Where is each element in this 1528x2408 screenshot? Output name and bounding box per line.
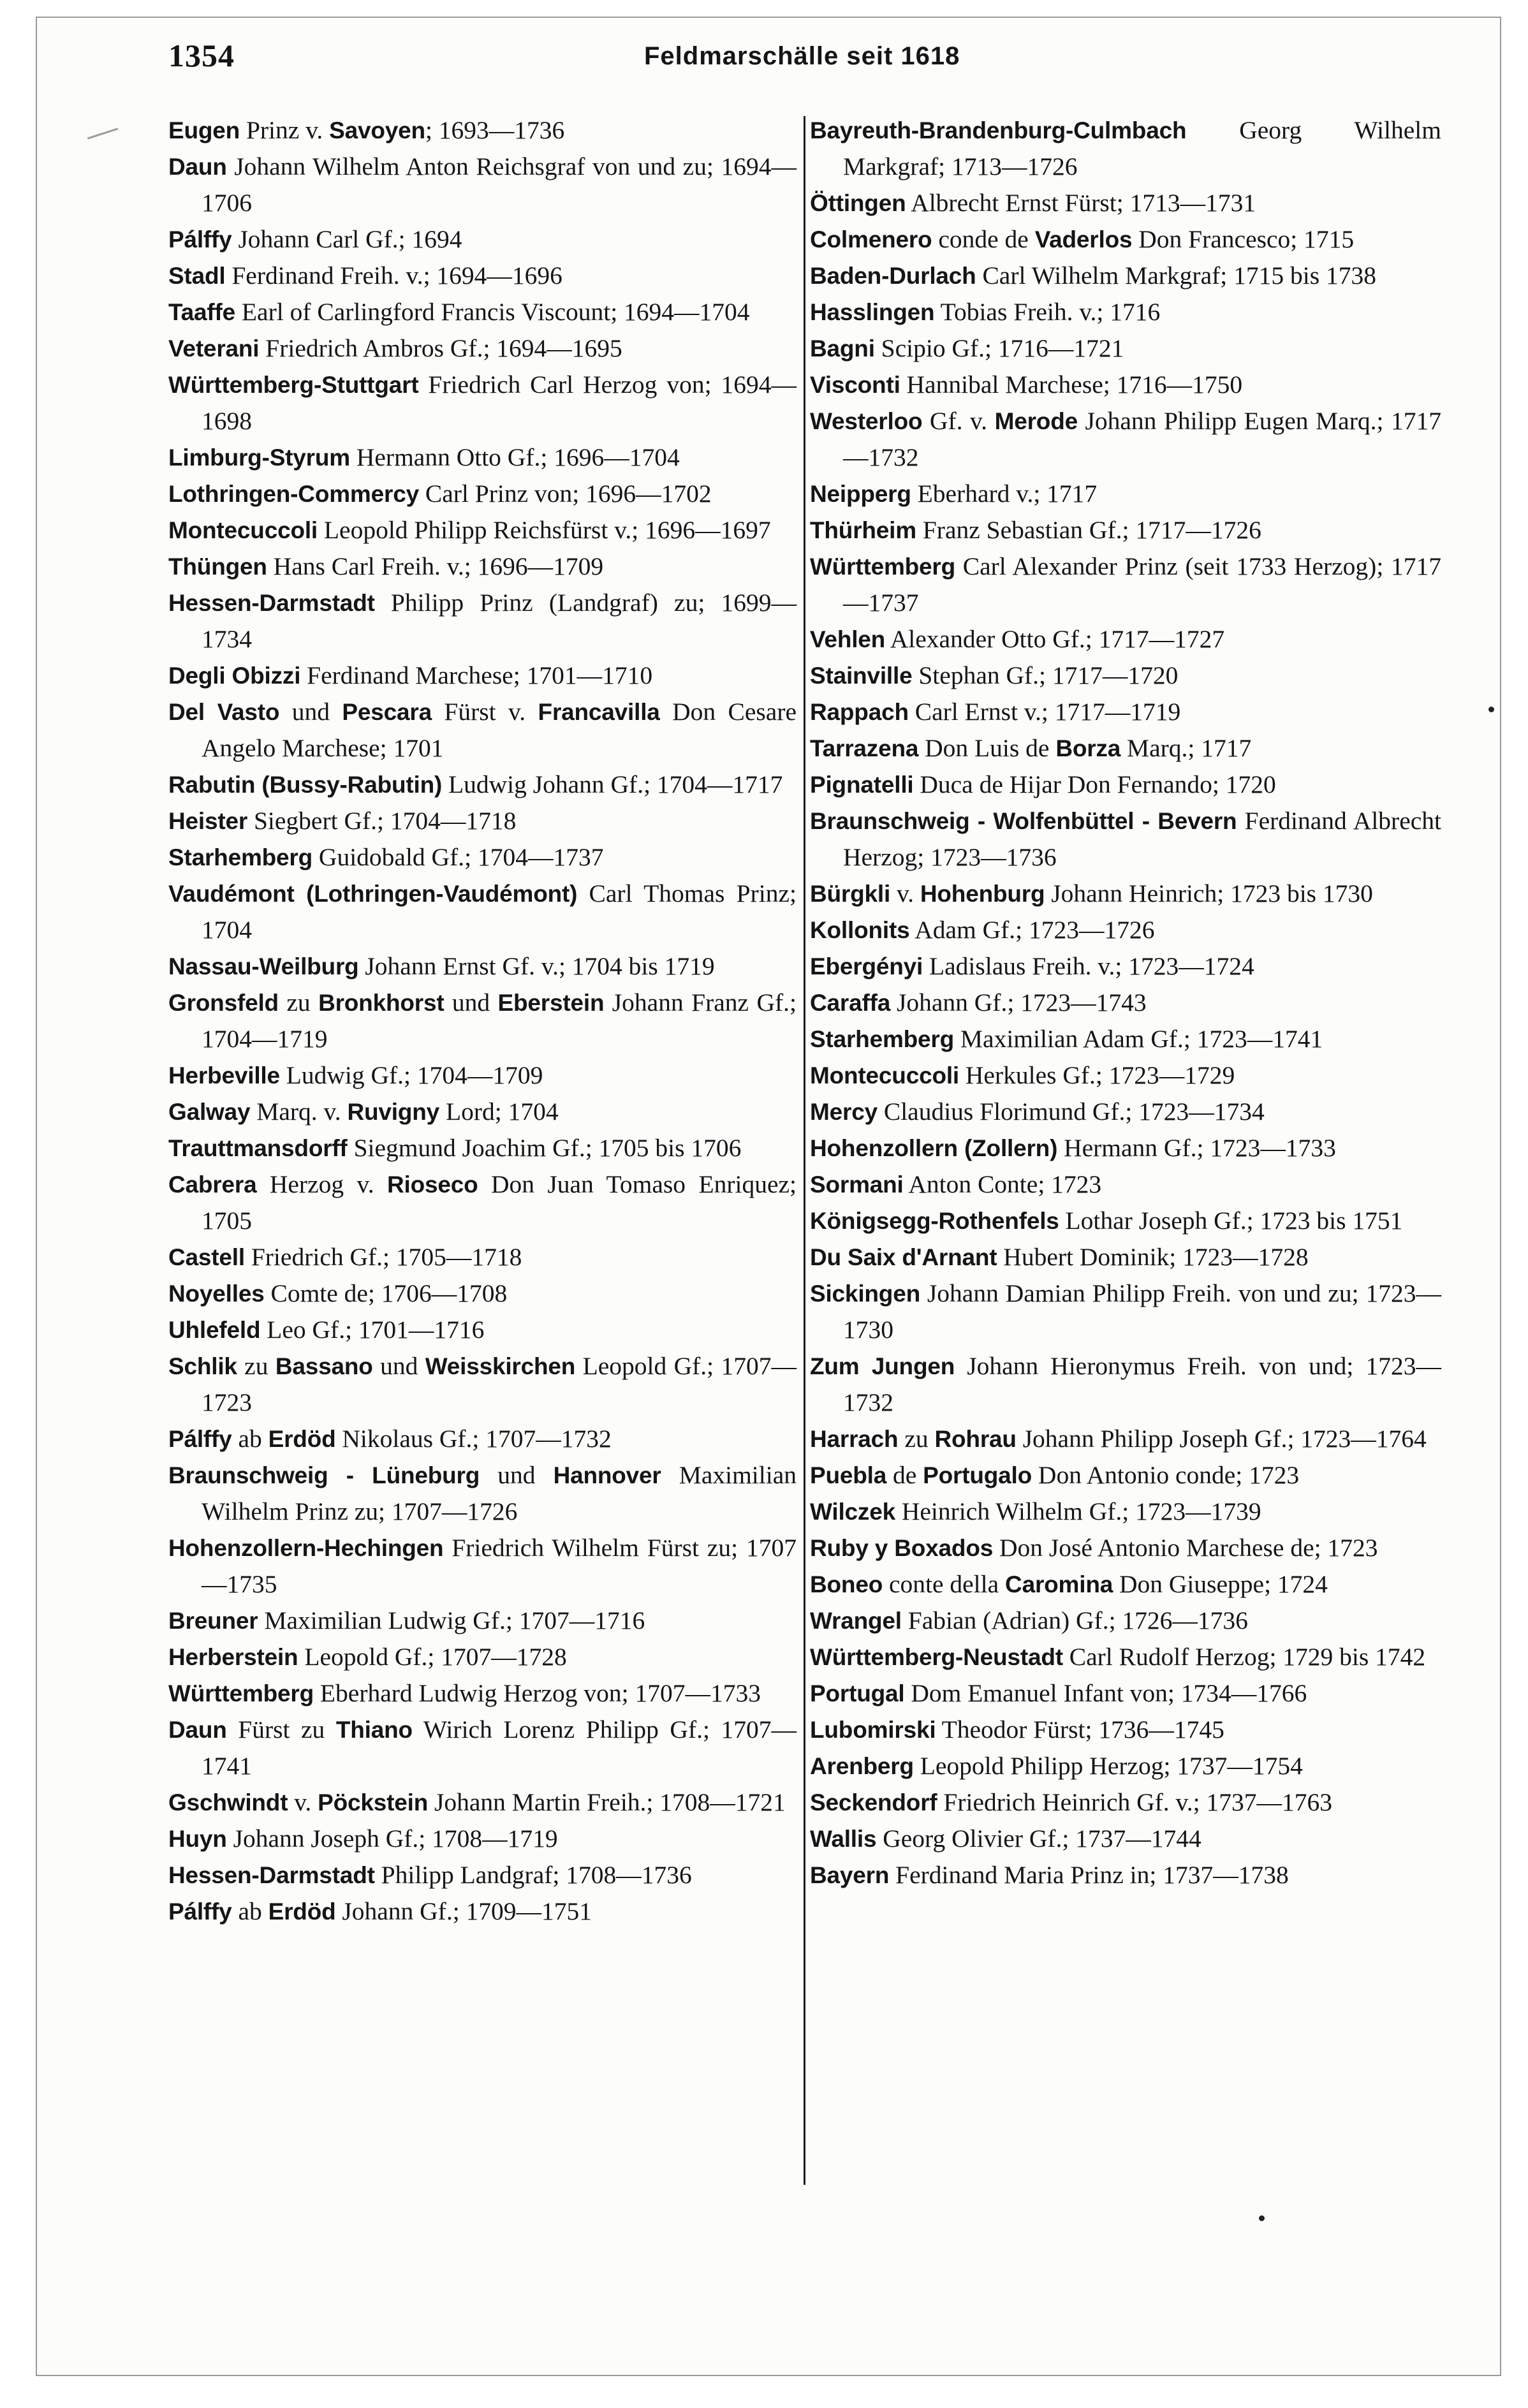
register-entry: [810, 1494, 1441, 1530]
entry-text: und: [444, 988, 498, 1017]
entry-name: Montecuccoli: [168, 517, 318, 543]
entry-name: Sickingen: [810, 1281, 920, 1307]
register-entry: [810, 767, 1441, 803]
entry-text: Johann Joseph Gf.; 1708—1719: [226, 1824, 558, 1853]
entry-text: Don Cesare Angelo Marchese; 1701: [202, 698, 797, 762]
entry-name: Vaderlos: [1034, 226, 1133, 253]
entry-name: Starhemberg: [810, 1026, 955, 1052]
register-entry: [168, 476, 797, 512]
entry-text: Johann Hieronymus Freih. von und; 1723—1732: [843, 1352, 1441, 1416]
entry-name: Württemberg: [810, 554, 956, 580]
entry-text: und: [279, 698, 342, 726]
entry-name: Gronsfeld: [168, 990, 279, 1016]
entry-text: Hermann Gf.; 1723—1733: [1057, 1134, 1336, 1162]
register-entry: [810, 1857, 1441, 1893]
right-column: [810, 112, 1441, 1893]
entry-text: Prinz v.: [240, 116, 330, 144]
entry-name: Mercy: [810, 1099, 878, 1125]
entry-text: Friedrich Wilhelm Fürst zu; 1707—1735: [202, 1534, 797, 1598]
register-entry: [810, 1566, 1441, 1603]
entry-text: conde de: [932, 225, 1035, 253]
entry-name: Merode: [994, 408, 1078, 434]
entry-text: Johann Gf.; 1709—1751: [335, 1897, 592, 1925]
entry-name: Limburg-Styrum: [168, 444, 350, 471]
entry-text: Anton Conte; 1723: [903, 1170, 1102, 1198]
entry-text: Scipio Gf.; 1716—1721: [874, 334, 1124, 362]
speck-mark: [1259, 2215, 1265, 2221]
register-entry: [810, 948, 1441, 985]
entry-name: Ruvigny: [347, 1099, 440, 1125]
entry-name: Harrach: [810, 1426, 899, 1452]
entry-name: Württemberg-Stuttgart: [168, 372, 419, 398]
entry-name: Uhlefeld: [168, 1317, 261, 1343]
entry-text: Carl Thomas Prinz; 1704: [202, 879, 797, 944]
register-entry: [168, 258, 797, 294]
register-entry: [168, 1094, 797, 1130]
entry-name: Zum Jungen: [810, 1353, 955, 1379]
entry-text: Johann Martin Freih.; 1708—1721: [428, 1788, 786, 1816]
entry-name: Francavilla: [538, 699, 660, 725]
entry-text: Hannibal Marchese; 1716—1750: [900, 371, 1243, 399]
entry-name: Boneo: [810, 1571, 883, 1597]
entry-text: Don Luis de: [918, 734, 1056, 762]
entry-name: Visconti: [810, 372, 900, 398]
entry-name: Seckendorf: [810, 1789, 937, 1816]
entry-name: Bayreuth-Brandenburg-Culmbach: [810, 117, 1187, 143]
entry-text: Leopold Philipp Herzog; 1737—1754: [913, 1752, 1303, 1780]
register-entry: [810, 476, 1441, 512]
entry-text: Nikolaus Gf.; 1707—1732: [335, 1425, 612, 1453]
entry-name: Lothringen-Commercy: [168, 481, 419, 507]
left-column: [168, 112, 797, 1930]
register-entry: [168, 1784, 797, 1821]
entry-name: Westerloo: [810, 408, 923, 434]
entry-name: Du Saix d'Arnant: [810, 1244, 997, 1270]
entry-text: Carl Wilhelm Markgraf; 1715 bis 1738: [976, 261, 1376, 290]
register-entry: [810, 1421, 1441, 1457]
entry-text: Ferdinand Albrecht Herzog; 1723—1736: [843, 807, 1441, 871]
column-divider: [804, 116, 805, 2185]
entry-name: Württemberg: [168, 1680, 314, 1707]
entry-text: zu: [898, 1425, 935, 1453]
register-entry: [168, 221, 797, 258]
entry-name: Puebla: [810, 1462, 887, 1488]
entry-text: Theodor Fürst; 1736—1745: [936, 1715, 1224, 1744]
running-head: Feldmarschälle seit 1618: [644, 42, 960, 70]
entry-name: Degli Obizzi: [168, 663, 301, 689]
entry-text: Leopold Philipp Reichsfürst v.; 1696—1697: [318, 516, 771, 544]
entry-name: Erdöd: [268, 1426, 336, 1452]
entry-text: Don José Antonio Marchese de; 1723: [993, 1534, 1378, 1562]
entry-text: Ferdinand Freih. v.; 1694—1696: [225, 261, 562, 290]
register-entry: [168, 1421, 797, 1457]
entry-text: Georg Olivier Gf.; 1737—1744: [876, 1824, 1201, 1853]
register-entry: [168, 149, 797, 221]
entry-text: Alexander Otto Gf.; 1717—1727: [885, 625, 1225, 653]
entry-text: Lothar Joseph Gf.; 1723 bis 1751: [1059, 1207, 1403, 1235]
entry-text: Leopold Gf.; 1707—1728: [298, 1643, 567, 1671]
register-entry: [168, 512, 797, 548]
entry-name: Baden-Durlach: [810, 263, 976, 289]
entry-name: Trauttmansdorff: [168, 1135, 348, 1161]
entry-name: Cabrera: [168, 1171, 257, 1198]
register-entry: [168, 1130, 797, 1166]
entry-text: Marq. v.: [250, 1098, 348, 1126]
entry-text: Comte de; 1706—1708: [264, 1279, 508, 1307]
register-entry: [810, 1057, 1441, 1094]
entry-name: Hohenzollern-Hechingen: [168, 1535, 444, 1561]
register-entry: [810, 1712, 1441, 1748]
entry-name: Pálffy: [168, 226, 232, 253]
entry-name: Thiano: [335, 1717, 413, 1743]
register-entry: [168, 439, 797, 476]
register-entry: [168, 803, 797, 839]
entry-name: Herberstein: [168, 1644, 298, 1670]
entry-text: Siegbert Gf.; 1704—1718: [247, 807, 517, 835]
register-entry: [810, 1166, 1441, 1203]
entry-text: Dom Emanuel Infant von; 1734—1766: [904, 1679, 1307, 1707]
register-entry: [168, 767, 797, 803]
entry-name: Königsegg-Rothenfels: [810, 1208, 1059, 1234]
register-entry: [810, 1530, 1441, 1566]
entry-text: Maximilian Ludwig Gf.; 1707—1716: [258, 1606, 645, 1634]
register-entry: [810, 185, 1441, 221]
entry-name: Rohrau: [934, 1426, 1017, 1452]
entry-name: Bassano: [275, 1353, 373, 1379]
entry-text: Gf. v.: [922, 407, 995, 435]
register-entry: [810, 1239, 1441, 1275]
entry-name: Pálffy: [168, 1898, 232, 1925]
entry-text: Johann Franz Gf.; 1704—1719: [202, 988, 797, 1053]
entry-name: Castell: [168, 1244, 245, 1270]
entry-name: Hohenburg: [920, 881, 1045, 907]
register-entry: [168, 330, 797, 367]
entry-name: Neipperg: [810, 481, 911, 507]
entry-text: Don Juan Tomaso Enriquez; 1705: [202, 1170, 797, 1235]
entry-name: Borza: [1055, 735, 1121, 761]
register-entry: [168, 1821, 797, 1857]
entry-text: Stephan Gf.; 1717—1720: [912, 661, 1179, 689]
register-entry: [810, 876, 1441, 912]
register-entry: [810, 1348, 1441, 1421]
entry-text: Friedrich Carl Herzog von; 1694—1698: [202, 371, 797, 435]
register-entry: [168, 694, 797, 767]
entry-name: Eberstein: [497, 990, 605, 1016]
entry-name: Pescara: [342, 699, 432, 725]
register-entry: [810, 694, 1441, 730]
entry-text: Ludwig Gf.; 1704—1709: [279, 1061, 543, 1089]
entry-text: Carl Ernst v.; 1717—1719: [908, 698, 1181, 726]
register-entry: [168, 876, 797, 948]
entry-text: Ludwig Johann Gf.; 1704—1717: [442, 770, 783, 798]
register-entry: [810, 621, 1441, 657]
entry-name: Vaudémont (Lothringen-Vaudémont): [168, 881, 578, 907]
entry-name: Sormani: [810, 1171, 904, 1198]
entry-name: Eugen: [168, 117, 240, 143]
entry-name: Schlik: [168, 1353, 237, 1379]
entry-name: Galway: [168, 1099, 251, 1125]
entry-text: Johann Philipp Joseph Gf.; 1723—1764: [1016, 1425, 1427, 1453]
entry-text: Philipp Prinz (Landgraf) zu; 1699—1734: [202, 589, 797, 653]
entry-text: zu: [237, 1352, 275, 1380]
entry-text: Herzog v.: [256, 1170, 388, 1198]
entry-name: Caromina: [1005, 1571, 1113, 1597]
entry-text: ; 1693—1736: [425, 116, 565, 144]
register-entry: [168, 985, 797, 1057]
entry-name: Öttingen: [810, 190, 906, 216]
entry-name: Kollonits: [810, 917, 910, 943]
register-entry: [810, 112, 1441, 185]
entry-name: Hessen-Darmstadt: [168, 590, 375, 616]
register-entry: [168, 1530, 797, 1603]
entry-name: Bayern: [810, 1862, 890, 1888]
entry-text: Don Francesco; 1715: [1132, 225, 1355, 253]
entry-text: Johann Ernst Gf. v.; 1704 bis 1719: [358, 952, 715, 980]
entry-text: Fabian (Adrian) Gf.; 1726—1736: [901, 1606, 1248, 1634]
entry-name: Huyn: [168, 1826, 227, 1852]
entry-name: Thürheim: [810, 517, 916, 543]
entry-name: Nassau-Weilburg: [168, 953, 359, 980]
register-entry: [810, 985, 1441, 1021]
entry-text: Tobias Freih. v.; 1716: [934, 298, 1161, 326]
entry-name: Vehlen: [810, 626, 886, 652]
register-entry: [168, 1712, 797, 1784]
register-entry: [168, 1348, 797, 1421]
entry-text: Claudius Florimund Gf.; 1723—1734: [877, 1098, 1265, 1126]
entry-text: de: [886, 1461, 923, 1489]
register-entry: [168, 1275, 797, 1312]
entry-text: Leopold Gf.; 1707—1723: [202, 1352, 797, 1416]
entry-text: Don Giuseppe; 1724: [1113, 1570, 1328, 1598]
entry-text: Maximilian Adam Gf.; 1723—1741: [954, 1025, 1323, 1053]
entry-text: Siegmund Joachim Gf.; 1705 bis 1706: [347, 1134, 742, 1162]
entry-text: Adam Gf.; 1723—1726: [909, 916, 1155, 944]
register-entry: [810, 1603, 1441, 1639]
entry-name: Pálffy: [168, 1426, 232, 1452]
entry-name: Taaffe: [168, 299, 236, 325]
entry-name: Hessen-Darmstadt: [168, 1862, 375, 1888]
entry-name: Pöckstein: [318, 1789, 429, 1816]
register-entry: [168, 1893, 797, 1930]
entry-text: Johann Wilhelm Anton Reichsgraf von und zu; 1694—1706: [202, 152, 797, 217]
register-entry: [810, 1821, 1441, 1857]
entry-text: Guidobald Gf.; 1704—1737: [312, 843, 604, 871]
register-entry: [810, 1748, 1441, 1784]
entry-text: v.: [288, 1788, 318, 1816]
entry-name: Wilczek: [810, 1499, 895, 1525]
entry-text: Johann Gf.; 1723—1743: [890, 988, 1147, 1017]
entry-name: Hohenzollern (Zollern): [810, 1135, 1058, 1161]
entry-name: Colmenero: [810, 226, 932, 253]
entry-name: Hannover: [553, 1462, 661, 1488]
entry-name: Rappach: [810, 699, 909, 725]
entry-text: Ladislaus Freih. v.; 1723—1724: [923, 952, 1254, 980]
entry-name: Braunschweig - Lüneburg: [168, 1462, 480, 1488]
entry-name: Württemberg-Neustadt: [810, 1644, 1063, 1670]
entry-name: Bronkhorst: [318, 990, 444, 1016]
entry-text: Friedrich Gf.; 1705—1718: [244, 1243, 522, 1271]
entry-name: Portugal: [810, 1680, 905, 1707]
entry-name: Wallis: [810, 1826, 877, 1852]
register-entry: [810, 1130, 1441, 1166]
entry-text: Johann Philipp Eugen Marq.; 1717—1732: [843, 407, 1441, 471]
entry-name: Rabutin (Bussy-Rabutin): [168, 772, 443, 798]
register-entry: [810, 803, 1441, 876]
entry-name: Hasslingen: [810, 299, 935, 325]
entry-text: Johann Carl Gf.; 1694: [231, 225, 462, 253]
register-entry: [810, 512, 1441, 548]
register-entry: [810, 1203, 1441, 1239]
entry-text: conte della: [883, 1570, 1006, 1598]
register-entry: [168, 548, 797, 585]
register-entry: [168, 112, 797, 149]
register-entry: [810, 657, 1441, 694]
register-entry: [810, 1275, 1441, 1348]
register-entry: [810, 730, 1441, 767]
register-entry: [168, 948, 797, 985]
entry-name: Daun: [168, 1717, 227, 1743]
register-entry: [810, 1784, 1441, 1821]
register-entry: [810, 548, 1441, 621]
page-number: 1354: [168, 38, 235, 73]
entry-name: Daun: [168, 154, 227, 180]
register-entry: [168, 1457, 797, 1530]
register-entry: [810, 403, 1441, 476]
register-entry: [810, 330, 1441, 367]
entry-text: Johann Damian Philipp Freih. von und zu; 1723—1730: [843, 1279, 1441, 1344]
entry-name: Del Vasto: [168, 699, 280, 725]
entry-name: Bagni: [810, 335, 875, 362]
register-entry: [810, 1675, 1441, 1712]
entry-text: Duca de Hijar Don Fernando; 1720: [913, 770, 1276, 798]
register-entry: [810, 294, 1441, 330]
entry-text: Herkules Gf.; 1723—1729: [959, 1061, 1235, 1089]
entry-text: Fürst zu: [226, 1715, 336, 1744]
entry-text: Wirich Lorenz Philipp Gf.; 1707—1741: [202, 1715, 797, 1780]
entry-text: Hubert Dominik; 1723—1728: [997, 1243, 1309, 1271]
entry-name: Lubomirski: [810, 1717, 936, 1743]
register-entry: [168, 1639, 797, 1675]
entry-name: Savoyen: [329, 117, 425, 143]
entry-name: Portugalo: [923, 1462, 1032, 1488]
entry-name: Montecuccoli: [810, 1062, 960, 1089]
entry-name: Thüngen: [168, 554, 267, 580]
entry-text: v.: [890, 879, 920, 907]
register-entry: [168, 294, 797, 330]
entry-text: Friedrich Heinrich Gf. v.; 1737—1763: [937, 1788, 1332, 1816]
register-entry: [168, 1057, 797, 1094]
entry-text: Maximilian Wilhelm Prinz zu; 1707—1726: [202, 1461, 797, 1525]
entry-name: Braunschweig - Wolfenbüttel - Bevern: [810, 808, 1237, 834]
entry-name: Caraffa: [810, 990, 891, 1016]
register-entry: [168, 1857, 797, 1893]
entry-text: Philipp Landgraf; 1708—1736: [374, 1861, 692, 1889]
register-entry: [810, 258, 1441, 294]
entry-name: Breuner: [168, 1608, 258, 1634]
register-entry: [168, 367, 797, 439]
entry-text: Friedrich Ambros Gf.; 1694—1695: [259, 334, 622, 362]
entry-name: Ruby y Boxados: [810, 1535, 994, 1561]
entry-name: Erdöd: [268, 1898, 336, 1925]
entry-name: Heister: [168, 808, 248, 834]
register-entry: [810, 221, 1441, 258]
entry-text: Carl Alexander Prinz (seit 1733 Herzog); 1717—1737: [843, 552, 1441, 617]
entry-name: Pignatelli: [810, 772, 914, 798]
entry-text: Carl Prinz von; 1696—1702: [418, 480, 712, 508]
register-entry: [168, 1603, 797, 1639]
register-entry: [810, 1021, 1441, 1057]
entry-name: Herbeville: [168, 1062, 280, 1089]
entry-text: Hans Carl Freih. v.; 1696—1709: [267, 552, 604, 580]
entry-text: Earl of Carlingford Francis Viscount; 1694—1704: [235, 298, 750, 326]
entry-text: Ferdinand Marchese; 1701—1710: [300, 661, 653, 689]
entry-text: zu: [278, 988, 319, 1017]
register-entry: [168, 1166, 797, 1239]
entry-name: Veterani: [168, 335, 260, 362]
entry-name: Ebergényi: [810, 953, 923, 980]
entry-text: und: [372, 1352, 425, 1380]
entry-text: Don Antonio conde; 1723: [1032, 1461, 1300, 1489]
entry-name: Stainville: [810, 663, 913, 689]
entry-text: Hermann Otto Gf.; 1696—1704: [349, 443, 680, 471]
register-entry: [810, 1094, 1441, 1130]
entry-text: Ferdinand Maria Prinz in; 1737—1738: [889, 1861, 1289, 1889]
register-entry: [810, 1639, 1441, 1675]
entry-text: Eberhard Ludwig Herzog von; 1707—1733: [314, 1679, 761, 1707]
register-entry: [168, 1312, 797, 1348]
entry-text: ab: [231, 1897, 268, 1925]
entry-text: Georg Wilhelm Markgraf; 1713—1726: [843, 116, 1441, 180]
entry-name: Weisskirchen: [425, 1353, 576, 1379]
entry-text: Carl Rudolf Herzog; 1729 bis 1742: [1062, 1643, 1426, 1671]
entry-name: Gschwindt: [168, 1789, 288, 1816]
entry-text: Heinrich Wilhelm Gf.; 1723—1739: [895, 1497, 1261, 1525]
entry-text: ab: [231, 1425, 268, 1453]
entry-name: Noyelles: [168, 1281, 265, 1307]
entry-name: Bürgkli: [810, 881, 891, 907]
entry-name: Starhemberg: [168, 844, 313, 870]
entry-text: Eberhard v.; 1717: [911, 480, 1098, 508]
entry-text: Leo Gf.; 1701—1716: [260, 1316, 485, 1344]
register-entry: [168, 839, 797, 876]
register-entry: [168, 657, 797, 694]
entry-text: Fürst v.: [432, 698, 538, 726]
entry-text: Lord; 1704: [439, 1098, 559, 1126]
register-entry: [810, 367, 1441, 403]
entry-name: Tarrazena: [810, 735, 919, 761]
speck-mark: [1488, 707, 1494, 712]
entry-text: Marq.; 1717: [1120, 734, 1252, 762]
entry-name: Wrangel: [810, 1608, 902, 1634]
register-entry: [810, 912, 1441, 948]
register-entry: [168, 1675, 797, 1712]
entry-text: und: [480, 1461, 554, 1489]
register-entry: [810, 1457, 1441, 1494]
entry-name: Rioseco: [387, 1171, 478, 1198]
register-entry: [168, 1239, 797, 1275]
register-entry: [168, 585, 797, 657]
entry-text: Johann Heinrich; 1723 bis 1730: [1045, 879, 1373, 907]
entry-text: Albrecht Ernst Fürst; 1713—1731: [906, 189, 1256, 217]
entry-text: Franz Sebastian Gf.; 1717—1726: [916, 516, 1261, 544]
entry-name: Stadl: [168, 263, 226, 289]
entry-name: Arenberg: [810, 1753, 914, 1779]
